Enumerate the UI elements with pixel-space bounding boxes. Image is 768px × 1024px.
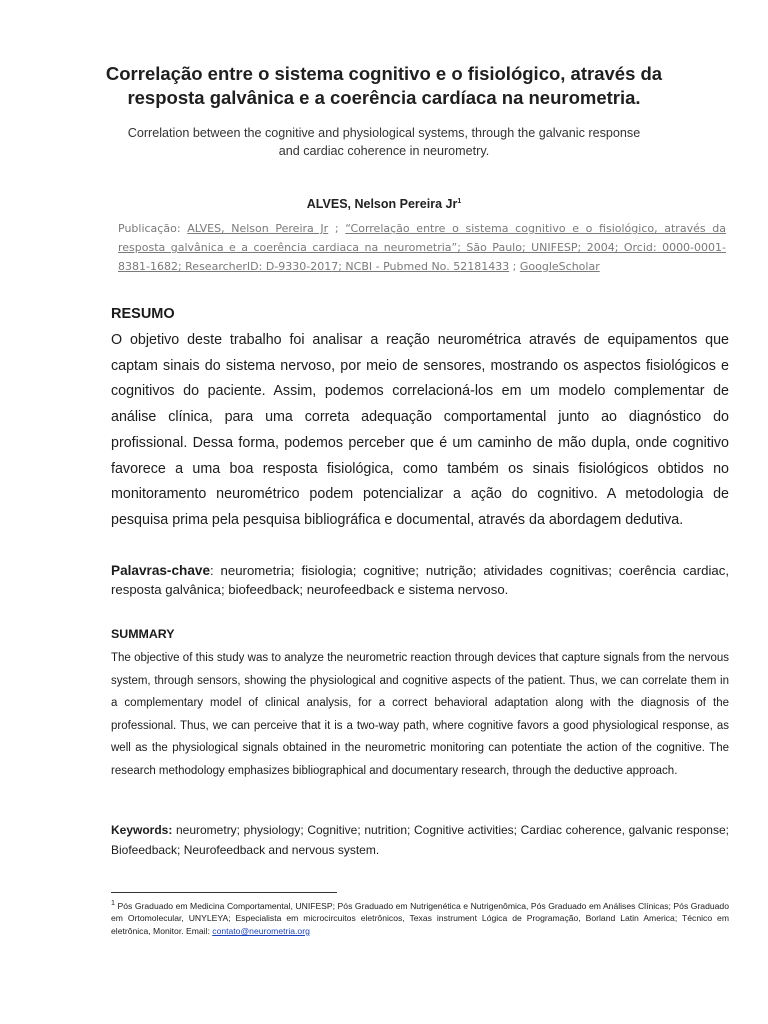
publication-label: Publicação:	[118, 222, 188, 235]
paper-title: Correlação entre o sistema cognitivo e o fisiológico, através da resposta galvânica e a coerência cardíaca na neurometria.	[105, 63, 663, 108]
footnote-divider	[111, 892, 337, 893]
publication-author-link[interactable]: ALVES, Nelson Pereira Jr	[187, 222, 329, 235]
summary-body: The objective of this study was to analyze the neurometric reaction through devices that capture signals from the nervous system, through sensors, showing the physiological and cognitive aspects of the patient. Thus, we can correlate them in a complementary model of clinical analysis, for a correct behavioral adaptation along with the diagnosis of the professional. Thus, we can perceive that it is a two-way path, where cognitive favors a good physiological response, as well as the physiological signals obtained in the neurometric monitoring can potentiate the action of the cognitive. The research methodology emphasizes bibliographical and documentary research, through the deductive approach.	[111, 652, 729, 777]
google-scholar-link[interactable]: GoogleScholar	[519, 260, 600, 273]
summary-heading: SUMMARY	[111, 627, 175, 641]
publication-info	[118, 219, 726, 276]
author-line	[0, 197, 768, 211]
author-footnote-marker: 1	[457, 197, 462, 205]
publication-citation-link[interactable]: “Correlação entre o sistema cognitivo e o fisiológico, através da resposta galvânica e a coerência cardiaca na neurometria”; São Paulo; UNIFESP; 2004; Orcid: 0000-0001-8381-1682; ResearcherID: D-9330-2017; NCBI - Pubmed No. 52181433	[118, 222, 726, 273]
keywords-text: neurometry; physiology; Cognitive; nutrition; Cognitive activities; Cardiac coherence, galvanic response; Biofeedback; Neurofeedback and nervous system.	[111, 823, 729, 857]
publication-separator: ;	[328, 222, 346, 235]
keywords-label: Keywords:	[111, 823, 173, 837]
footnote-text: Pós Graduado em Medicina Comportamental, UNIFESP; Pós Graduado em Nutrigenética e Nutrigenômica, Pós Graduado em Análises Clínicas; Pós Graduado em Ortomolecular, UNYLEYA; Especialista em microcircuitos eletrônicos, Texas instrument Lógica de Programação, Borland Latin America; Técnico em eletrônica, Monitor. Email:	[111, 900, 729, 936]
palavras-chave-text: : neurometria; fisiologia; cognitive; nutrição; atividades cognitivas; coerência cardiac, resposta galvânica; biofeedback; neurofeedback e sistema nervoso.	[111, 563, 729, 597]
palavras-chave-label: Palavras-chave	[111, 563, 211, 578]
palavras-chave	[111, 561, 729, 599]
paper-subtitle-english: Correlation between the cognitive and physiological systems, through the galvanic response and cardiac coherence in neurometry.	[127, 126, 641, 158]
footnote-marker: 1	[111, 899, 115, 907]
footnote	[111, 897, 729, 937]
author-name: ALVES, Nelson Pereira Jr	[306, 197, 458, 211]
resumo-body: O objetivo deste trabalho foi analisar a reação neurométrica através de equipamentos que captam sinais do sistema nervoso, por meio de sensores, mostrando os aspectos fisiológicos e cognitivos do paciente. Assim, podemos correlacioná-los em um modelo complementar de análise clínica, para uma correta adequação comportamental junto ao diagnóstico do profissional. Dessa forma, podemos perceber que é um caminho de mão dupla, onde cognitivo favorece a uma boa resposta fisiológica, como também os sinais fisiológicos obtidos no monitoramento neurométrico podem potencializar a ação do cognitivo. A metodologia de pesquisa prima pela pesquisa bibliográfica e documental, através da abordagem dedutiva.	[111, 332, 729, 528]
email-link[interactable]: contato@neurometria.org	[212, 925, 310, 936]
publication-separator: ;	[509, 260, 520, 273]
resumo-heading: RESUMO	[111, 306, 175, 322]
keywords	[111, 820, 729, 860]
